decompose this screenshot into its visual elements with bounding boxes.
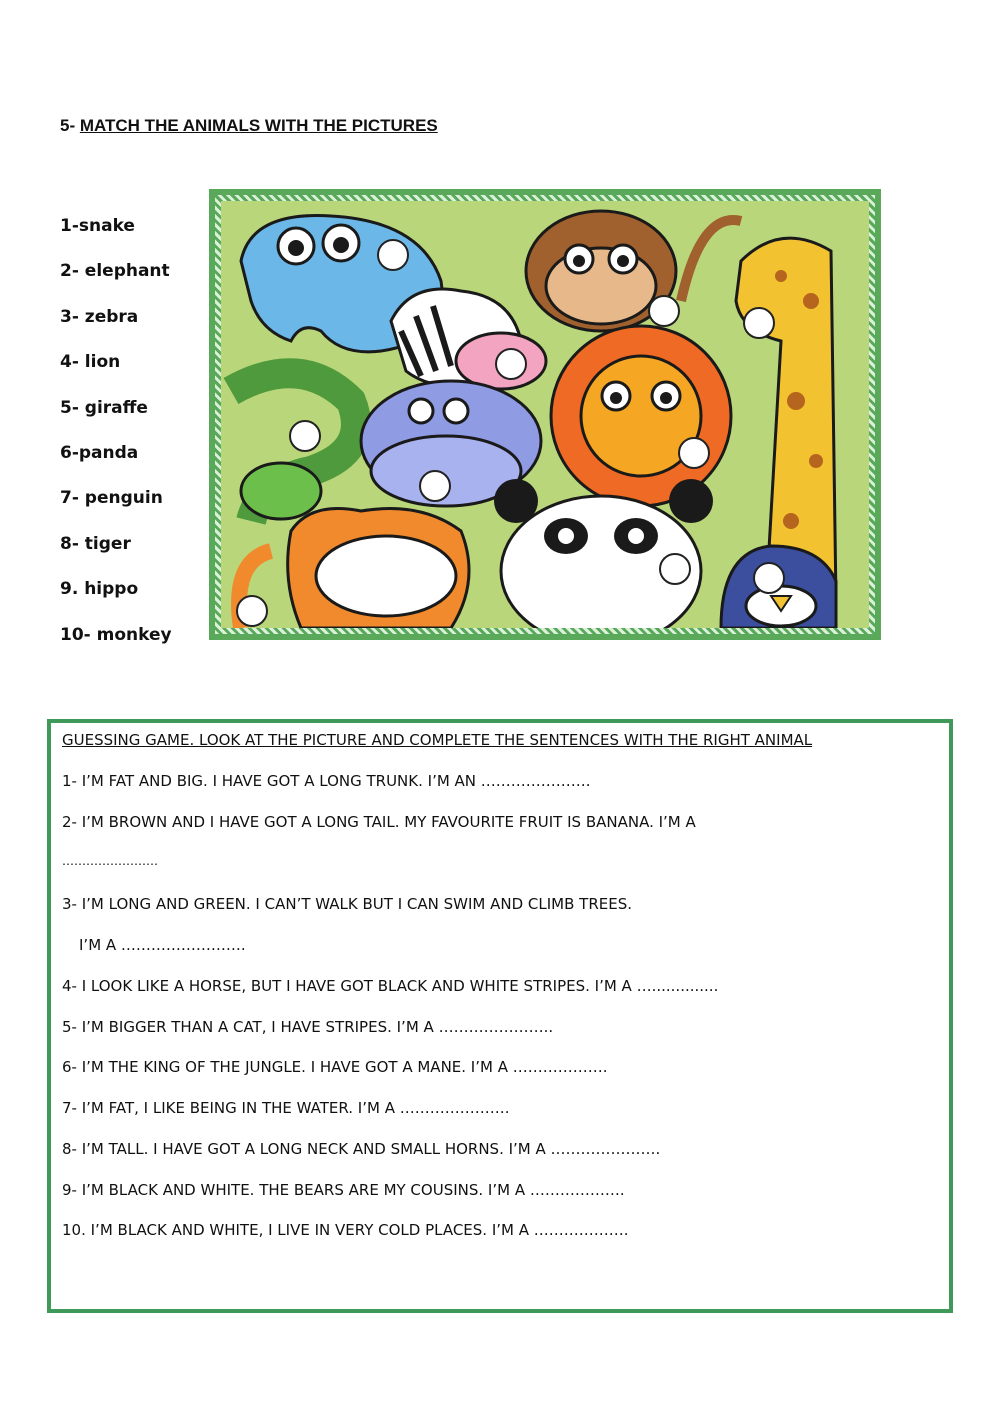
blank-circle[interactable] [679, 438, 709, 468]
animal-item: 9. hippo [60, 579, 139, 600]
sentence-blank: …………………… [62, 854, 158, 868]
sentence-line: 4- I LOOK LIKE A HORSE, BUT I HAVE GOT BLACK AND WHITE STRIPES. I’M A ….............. [62, 977, 719, 995]
animal-item: 1-snake [60, 216, 135, 236]
animal-item: 6-panda [60, 442, 139, 463]
blank-circle[interactable] [420, 471, 450, 501]
sentence-line: 2- I’M BROWN AND I HAVE GOT A LONG TAIL. MY FAVOURITE FRUIT IS BANANA. I’M A [62, 813, 696, 831]
blank-circle[interactable] [237, 596, 267, 626]
exercise-title [60, 116, 438, 136]
sentence-line: 6- I’M THE KING OF THE JUNGLE. I HAVE GOT A MANE. I’M A ………………. [62, 1058, 608, 1076]
exercise-heading: MATCH THE ANIMALS WITH THE PICTURES [79, 116, 438, 135]
guessing-game-box [47, 719, 953, 1313]
sentence-line: 9- I’M BLACK AND WHITE. THE BEARS ARE MY COUSINS. I’M A ………………. [62, 1181, 625, 1199]
sentence-line: 8- I’M TALL. I HAVE GOT A LONG NECK AND SMALL HORNS. I’M A …………………. [62, 1140, 661, 1158]
animal-item: 8- tiger [60, 533, 131, 554]
animal-picture [209, 189, 881, 640]
animal-item: 7- penguin [60, 488, 163, 509]
animal-collage [221, 201, 869, 628]
sentence-line: 10. I’M BLACK AND WHITE, I LIVE IN VERY COLD PLACES. I’M A ………………. [62, 1221, 629, 1239]
blank-circle[interactable] [660, 554, 690, 584]
blank-circle[interactable] [744, 308, 774, 338]
sentence-line: 5- I’M BIGGER THAN A CAT, I HAVE STRIPES. I’M A ………………….. [62, 1018, 554, 1036]
animal-item: 3- zebra [60, 306, 139, 327]
sentence-line: I’M A ……………………. [79, 936, 246, 954]
blank-circle[interactable] [378, 240, 408, 270]
lion-illustration [551, 326, 731, 506]
animal-item: 4- lion [60, 352, 121, 373]
exercise-number: 5- [60, 116, 80, 135]
guessing-game-heading: GUESSING GAME. LOOK AT THE PICTURE AND COMPLETE THE SENTENCES WITH THE RIGHT ANIMAL [62, 731, 813, 749]
blank-circle[interactable] [496, 349, 526, 379]
animal-item: 5- giraffe [60, 397, 148, 418]
animal-list [60, 216, 172, 670]
blank-circle[interactable] [290, 421, 320, 451]
animal-item: 2- elephant [60, 261, 170, 282]
sentence-line: 3- I’M LONG AND GREEN. I CAN’T WALK BUT I CAN SWIM AND CLIMB TREES. [62, 895, 632, 913]
blank-circle[interactable] [754, 563, 784, 593]
blank-circle[interactable] [649, 296, 679, 326]
panda-illustration [494, 479, 713, 628]
sentence-line: 7- I’M FAT, I LIKE BEING IN THE WATER. I’M A …………………. [62, 1099, 510, 1117]
sentence-line: 1- I’M FAT AND BIG. I HAVE GOT A LONG TRUNK. I’M AN …………………. [62, 772, 591, 790]
animal-item: 10- monkey [60, 624, 172, 645]
